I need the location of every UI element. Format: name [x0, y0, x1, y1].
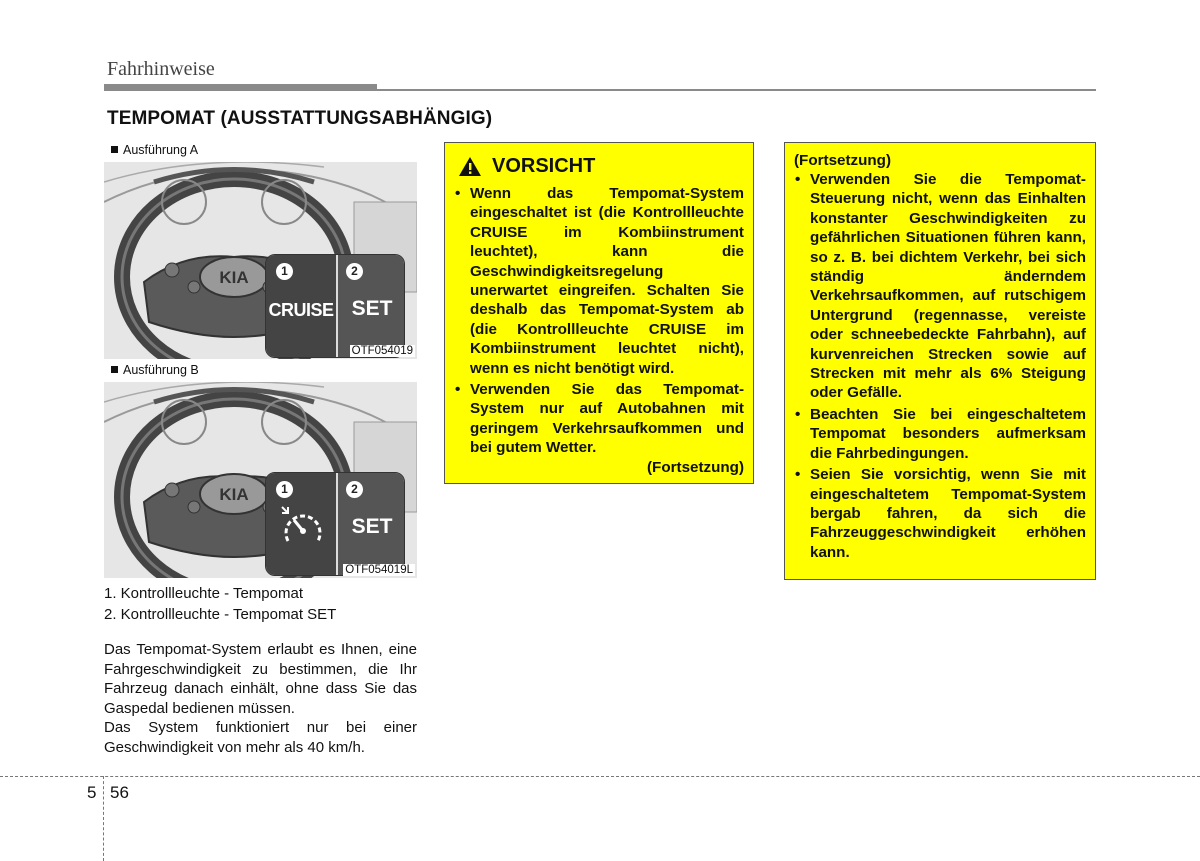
cruise-indicator-text: CRUISE	[268, 300, 334, 320]
square-bullet-icon	[111, 366, 118, 373]
square-bullet-icon	[111, 146, 118, 153]
set-indicator-text: SET	[351, 515, 393, 538]
cruise-indicator-panel	[266, 473, 336, 575]
footer-rule	[0, 776, 1200, 777]
warning-item-3: • Seien Sie vorsichtig, wenn Sie mit eingeschaltetem Tempomat-System bergab fahren, da sich die Fahrzeuggeschwindigkeit erhöhen kann.	[794, 465, 1086, 562]
kia-logo: KIA	[219, 485, 249, 504]
warning-title-text: VORSICHT	[492, 155, 596, 177]
body-paragraph-2: Das System funktioniert nur bei einer Geschwindigkeit von mehr als 40 km/h.	[104, 719, 417, 756]
body-paragraph-1: Das Tempomat-System erlaubt es Ihnen, eine Fahrgeschwindigkeit zu bestimmen, die Ihr Fahrzeug danach einhält, ohne dass Sie das Gaspedal bedienen müssen.	[104, 641, 417, 717]
warning-triangle-icon	[458, 156, 482, 177]
body-text	[104, 640, 417, 757]
legend-item-2: 2. Kontrollleuchte - Tempomat SET	[104, 606, 337, 623]
figure-a-code: OTF054019	[351, 345, 413, 357]
warning-item-1: • Verwenden Sie die Tempomat-Steuerung nicht, wenn das Einhalten konstanter Geschwindigkeiten zu gefährlichen Situationen führen kann, so z. B. bei dichtem Verkehr, bei sich ständig änderndem Verkehrsaufkommen, auf rutschigem Untergrund (regennasse, vereiste oder schneebedeckte Fahrbahn), auf kurvenreichen Strecken sowie auf Strecken mit mehr als 6% Steigung oder Gefälle.	[794, 170, 1086, 403]
warning-item-2: • Verwenden Sie das Tempomat-System nur auf Autobahnen mit geringem Verkehrsaufkommen und bei gutem Wetter.	[454, 380, 744, 458]
warning-title	[454, 155, 744, 178]
footer-vertical-rule	[103, 776, 104, 861]
continued-label: (Fortsetzung)	[646, 458, 744, 476]
set-indicator-text: SET	[351, 297, 393, 320]
cruise-indicator-panel	[266, 255, 336, 357]
kia-logo: KIA	[219, 268, 249, 287]
indicator-number-1: 1	[276, 263, 293, 280]
figure-b-label-text: Ausführung B	[123, 363, 199, 377]
warning-list	[454, 184, 744, 458]
header-rule	[377, 89, 1096, 91]
indicator-number-2: 2	[346, 263, 363, 280]
warning-item-1: • Wenn das Tempomat-System eingeschaltet ist (die Kontrollleuchte CRUISE im Kombiinstrument leuchtet), kann die Geschwindigkeitsregelung unerwartet eingreifen. Schalten Sie deshalb das Tempomat-System ab (die Kontrollleuchte CRUISE im Kombiinstrument leuchtet nicht), wenn es nicht benötigt wird.	[454, 184, 744, 378]
indicator-number-2: 2	[346, 481, 363, 498]
warning-box-vorsicht	[444, 142, 754, 484]
header-bar	[104, 84, 377, 91]
set-indicator-panel	[336, 255, 405, 357]
legend-item-1: 1. Kontrollleuchte - Tempomat	[104, 585, 303, 602]
figure-a-steering-wheel	[104, 162, 417, 359]
indicator-number-1: 1	[276, 481, 293, 498]
section-title: Fahrhinweise	[107, 58, 215, 80]
chapter-number: 5	[87, 783, 97, 802]
indicator-panel-a	[265, 254, 405, 358]
figure-a-label	[111, 143, 198, 157]
figure-b-steering-wheel	[104, 382, 417, 578]
warning-box-continued	[784, 142, 1096, 580]
set-indicator-panel	[336, 473, 405, 575]
warning-item-2: • Beachten Sie bei eingeschaltetem Tempomat besonders aufmerksam die Fahrbedingungen.	[794, 405, 1086, 463]
continuation-label: (Fortsetzung)	[794, 152, 892, 169]
page-title: TEMPOMAT (AUSSTATTUNGSABHÄNGIG)	[107, 108, 493, 129]
figure-b-label	[111, 363, 199, 377]
indicator-panel-b	[265, 472, 405, 576]
warning-list	[794, 170, 1086, 562]
cruise-speedometer-icon	[280, 503, 326, 549]
figure-a-label-text: Ausführung A	[123, 143, 199, 157]
page-number: 56	[110, 783, 129, 802]
figure-b-code: OTF054019L	[345, 564, 413, 576]
